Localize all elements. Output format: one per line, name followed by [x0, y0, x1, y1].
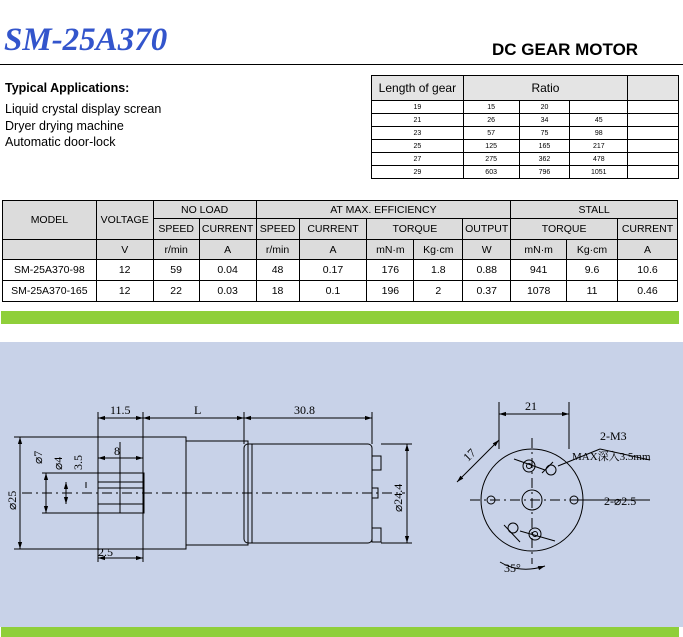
- dim-35-deg: 35°: [504, 561, 521, 575]
- spec-unit: A: [299, 240, 367, 260]
- spec-header-max-efficiency: AT MAX. EFFICIENCY: [256, 201, 511, 219]
- applications-list: [5, 101, 161, 151]
- spec-cell: 0.37: [463, 281, 511, 302]
- spec-cell: 0.88: [463, 260, 511, 281]
- ratio-cell: 165: [519, 140, 570, 153]
- ratio-cell-empty: [628, 140, 679, 153]
- ratio-cell: 15: [463, 101, 519, 114]
- dim-2-m3: 2-M3: [600, 429, 627, 443]
- ratio-cell: 217: [570, 140, 628, 153]
- ratio-row: [372, 140, 679, 153]
- spec-unit: Kg·cm: [567, 240, 618, 260]
- spec-header-torque: TORQUE: [367, 219, 463, 240]
- spec-unit: mN·m: [511, 240, 567, 260]
- spec-unit-blank: [3, 240, 97, 260]
- ratio-cell: 98: [570, 127, 628, 140]
- ratio-cell: 478: [570, 153, 628, 166]
- dim-8: 8: [114, 444, 120, 458]
- ratio-header-blank: [628, 76, 679, 101]
- page-title: SM-25A370: [4, 22, 168, 58]
- technical-drawing: [0, 342, 683, 627]
- spec-header-current: CURRENT: [299, 219, 367, 240]
- ratio-cell-empty: [628, 153, 679, 166]
- spec-header-torque: TORQUE: [511, 219, 618, 240]
- ratio-header-length: Length of gear: [372, 76, 464, 101]
- side-view: [14, 412, 412, 562]
- spec-cell: 196: [367, 281, 414, 302]
- ratio-cell: 26: [463, 114, 519, 127]
- header-rule: [0, 64, 683, 65]
- application-item: Automatic door-lock: [5, 135, 116, 149]
- spec-cell: 176: [367, 260, 414, 281]
- spec-row: [3, 281, 678, 302]
- ratio-cell: 125: [463, 140, 519, 153]
- spec-cell: 12: [96, 260, 153, 281]
- dim-2-phi2-5: 2-⌀2.5: [604, 494, 637, 508]
- ratio-cell-empty: [628, 166, 679, 179]
- dim-phi7: ⌀7: [31, 450, 45, 464]
- spec-cell: 1078: [511, 281, 567, 302]
- application-item: Liquid crystal display screan: [5, 102, 162, 116]
- spec-header-output: OUTPUT: [463, 219, 511, 240]
- spec-cell: 0.04: [199, 260, 256, 281]
- ratio-cell: 23: [372, 127, 464, 140]
- front-view: [457, 402, 650, 569]
- spec-cell: 0.1: [299, 281, 367, 302]
- ratio-cell: 75: [519, 127, 570, 140]
- spec-model-cell: SM-25A370-98: [3, 260, 97, 281]
- spec-unit: r/min: [256, 240, 299, 260]
- ratio-header-ratio: Ratio: [463, 76, 627, 101]
- ratio-row: [372, 101, 679, 114]
- dim-2-5: 2.5: [98, 545, 113, 559]
- spec-cell: 10.6: [617, 260, 677, 281]
- ratio-cell: 34: [519, 114, 570, 127]
- ratio-cell: 25: [372, 140, 464, 153]
- spec-header-no-load: NO LOAD: [153, 201, 256, 219]
- spec-unit: A: [199, 240, 256, 260]
- ratio-cell: 57: [463, 127, 519, 140]
- dim-max-depth: MAX深入3.5mm: [572, 451, 651, 463]
- ratio-cell: 45: [570, 114, 628, 127]
- dim-phi4: ⌀4: [51, 456, 65, 470]
- ratio-cell: 19: [372, 101, 464, 114]
- spec-cell: 941: [511, 260, 567, 281]
- spec-header-voltage: VOLTAGE: [96, 201, 153, 240]
- spec-cell: 12: [96, 281, 153, 302]
- dim-L: L: [194, 403, 202, 417]
- spec-row: [3, 260, 678, 281]
- ratio-cell-empty: [628, 127, 679, 140]
- dim-phi25: ⌀25: [5, 490, 19, 510]
- spec-cell: 11: [567, 281, 618, 302]
- dim-3-5: 3.5: [71, 455, 85, 470]
- spec-unit: A: [617, 240, 677, 260]
- application-item: Dryer drying machine: [5, 118, 124, 133]
- spec-header-stall: STALL: [511, 201, 678, 219]
- spec-cell: 1.8: [414, 260, 463, 281]
- ratio-cell-empty: [628, 101, 679, 114]
- spec-cell: 48: [256, 260, 299, 281]
- applications-heading: Typical Applications:: [5, 81, 130, 95]
- spec-cell: 0.17: [299, 260, 367, 281]
- ratio-row: [372, 114, 679, 127]
- spec-unit: W: [463, 240, 511, 260]
- spec-unit: Kg·cm: [414, 240, 463, 260]
- spec-table: [2, 200, 678, 302]
- spec-cell: 2: [414, 281, 463, 302]
- spec-header-speed: SPEED: [256, 219, 299, 240]
- ratio-cell: 796: [519, 166, 570, 179]
- terminal-top: [372, 456, 381, 470]
- ratio-cell: 20: [519, 101, 570, 114]
- dim-11-5: 11.5: [110, 403, 131, 417]
- green-divider-top: [1, 311, 679, 324]
- ratio-cell: 29: [372, 166, 464, 179]
- spec-cell: 18: [256, 281, 299, 302]
- dim-30-8: 30.8: [294, 403, 315, 417]
- ratio-cell: 1051: [570, 166, 628, 179]
- spec-model-cell: SM-25A370-165: [3, 281, 97, 302]
- product-type: DC GEAR MOTOR: [492, 40, 639, 59]
- ratio-cell-empty: [628, 114, 679, 127]
- ratio-cell: 27: [372, 153, 464, 166]
- spec-header-model: MODEL: [3, 201, 97, 240]
- spec-cell: 9.6: [567, 260, 618, 281]
- spec-header-current: CURRENT: [617, 219, 677, 240]
- spec-header-speed: SPEED: [153, 219, 199, 240]
- ratio-table: [371, 75, 679, 179]
- dim-phi24-4: ⌀24.4: [391, 483, 405, 512]
- dim-17: 17: [460, 445, 479, 465]
- dim-21: 21: [525, 399, 537, 413]
- spec-unit: V: [96, 240, 153, 260]
- ratio-cell: 275: [463, 153, 519, 166]
- ratio-cell: 21: [372, 114, 464, 127]
- spec-unit: r/min: [153, 240, 199, 260]
- spec-cell: 59: [153, 260, 199, 281]
- green-divider-bottom: [1, 627, 679, 637]
- spec-cell: 0.46: [617, 281, 677, 302]
- ratio-row: [372, 166, 679, 179]
- ratio-cell: [570, 101, 628, 114]
- spec-header-current: CURRENT: [199, 219, 256, 240]
- ratio-cell: 603: [463, 166, 519, 179]
- ratio-cell: 362: [519, 153, 570, 166]
- terminal-bottom: [372, 528, 381, 542]
- spec-unit: mN·m: [367, 240, 414, 260]
- ratio-row: [372, 127, 679, 140]
- ratio-row: [372, 153, 679, 166]
- spec-cell: 0.03: [199, 281, 256, 302]
- spec-cell: 22: [153, 281, 199, 302]
